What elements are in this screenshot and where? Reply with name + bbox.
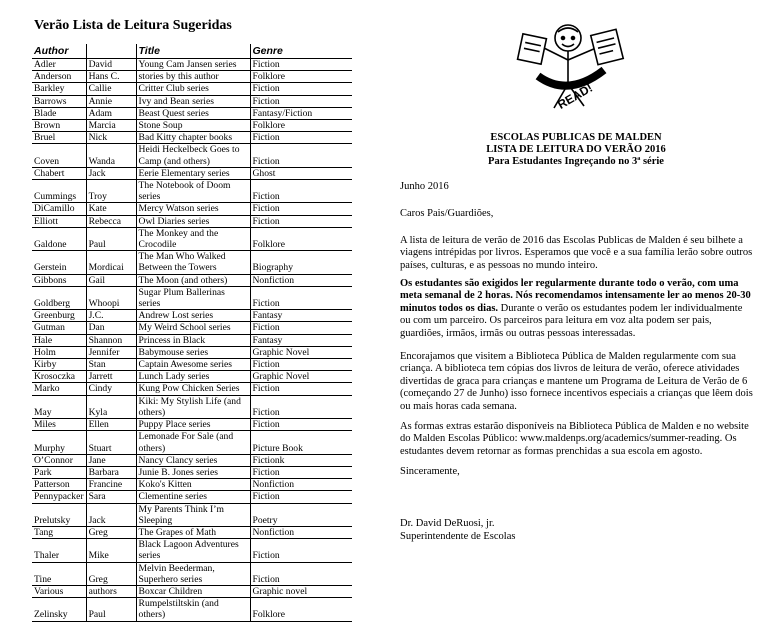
author-last-name: Goldberg: [32, 286, 86, 309]
genre: Nonfiction: [250, 526, 352, 538]
book-title: Lemonade For Sale (and others): [136, 431, 250, 454]
genre: Ghost: [250, 167, 352, 179]
author-first-name: Kate: [86, 203, 136, 215]
heading-line-3: Para Estudantes Ingreçando no 3ª série: [488, 156, 664, 167]
author-first-name: Sara: [86, 491, 136, 503]
table-row: [32, 479, 352, 491]
author-first-name: Jane: [86, 454, 136, 466]
table-row: [32, 346, 352, 358]
letter-paragraph-4: As formas extras estarão disponíveis na Biblioteca Pública de Malden e no website do Malden Escolas Público: www.maldenps.org/academics/summer-reading. Os estudantes devem retornar as formas prenchidas a sua escola em agosto.: [400, 421, 749, 457]
book-title: Melvin Beederman, Superhero series: [136, 562, 250, 585]
book-title: Koko's Kitten: [136, 479, 250, 491]
author-last-name: Park: [32, 466, 86, 478]
book-title: Captain Awesome series: [136, 359, 250, 371]
author-first-name: authors: [86, 585, 136, 597]
table-row: [32, 371, 352, 383]
table-row: [32, 203, 352, 215]
author-first-name: Jack: [86, 503, 136, 526]
author-first-name: Jennifer: [86, 346, 136, 358]
table-row: [32, 431, 352, 454]
book-title: Eerie Elementary series: [136, 167, 250, 179]
genre: Fiction: [250, 419, 352, 431]
table-row: [32, 107, 352, 119]
letter-paragraph-3: Encorajamos que visitem a Biblioteca Pública de Malden regularmente com sua criança. A biblioteca tem cópias dos livros de leitura de verão, oferece atividades divertidas de graca para crianças e mantene um Programa de Leitura de Verão de 6 (começando 27 de Junho) isso fornece incentivos especiais a crianças que lêem dois ou mais horas cada semana.: [400, 351, 753, 412]
author-last-name: DiCamillo: [32, 203, 86, 215]
table-row: [32, 167, 352, 179]
author-last-name: Marko: [32, 383, 86, 395]
book-title: The Grapes of Math: [136, 526, 250, 538]
genre: Fiction: [250, 83, 352, 95]
genre: Graphic Novel: [250, 346, 352, 358]
author-last-name: Various: [32, 585, 86, 597]
table-row: [32, 503, 352, 526]
genre: Fantasy: [250, 334, 352, 346]
book-title: Heidi Heckelbeck Goes to Camp (and others): [136, 144, 250, 167]
table-row: [32, 322, 352, 334]
book-title: Lunch Lady series: [136, 371, 250, 383]
author-first-name: Dan: [86, 322, 136, 334]
book-title: The Monkey and the Crocodile: [136, 227, 250, 250]
genre: Poetry: [250, 503, 352, 526]
author-last-name: May: [32, 395, 86, 418]
table-row: [32, 562, 352, 585]
author-first-name: Mordicai: [86, 251, 136, 274]
genre: Fictionk: [250, 454, 352, 466]
book-title: Mercy Watson series: [136, 203, 250, 215]
author-first-name: Paul: [86, 598, 136, 621]
author-first-name: Callie: [86, 83, 136, 95]
table-row: [32, 286, 352, 309]
book-title: Owl Diaries series: [136, 215, 250, 227]
genre: Fiction: [250, 539, 352, 562]
author-first-name: Greg: [86, 562, 136, 585]
genre: Picture Book: [250, 431, 352, 454]
author-last-name: Adler: [32, 59, 86, 71]
author-last-name: Chabert: [32, 167, 86, 179]
reading-character-logo: [498, 18, 638, 116]
genre: Fiction: [250, 203, 352, 215]
table-row: [32, 95, 352, 107]
genre: Folklore: [250, 598, 352, 621]
author-first-name: Marcia: [86, 120, 136, 132]
book-title: stories by this author: [136, 71, 250, 83]
letter-greeting: Caros Pais/Guardiões,: [400, 208, 494, 219]
genre: Nonfiction: [250, 479, 352, 491]
genre: Fiction: [250, 286, 352, 309]
author-first-name: Greg: [86, 526, 136, 538]
author-first-name: Rebecca: [86, 215, 136, 227]
author-first-name: Kyla: [86, 395, 136, 418]
author-first-name: Francine: [86, 479, 136, 491]
table-row: [32, 120, 352, 132]
header-genre: Genre: [250, 44, 352, 59]
genre: Fiction: [250, 144, 352, 167]
book-title: The Moon (and others): [136, 274, 250, 286]
book-title: Critter Club series: [136, 83, 250, 95]
table-row: [32, 539, 352, 562]
author-last-name: Gibbons: [32, 274, 86, 286]
author-last-name: Blade: [32, 107, 86, 119]
table-row: [32, 359, 352, 371]
table-row: [32, 491, 352, 503]
genre: Graphic novel: [250, 585, 352, 597]
table-row: [32, 59, 352, 71]
book-title: Clementine series: [136, 491, 250, 503]
author-first-name: Barbara: [86, 466, 136, 478]
logo-text: READ!: [555, 80, 596, 112]
partner-text: Durante o verão os estudantes podem ler individualmente ou com um parceiro. Os parceiros para leitura em voz alta podem ser pais, guardiões, irmãos, irmãs ou outras pessoas interessadas.: [400, 302, 743, 339]
book-title: Nancy Clancy series: [136, 454, 250, 466]
genre: Biography: [250, 251, 352, 274]
page-title: Verão Lista de Leitura Sugeridas: [34, 18, 232, 33]
author-last-name: Murphy: [32, 431, 86, 454]
book-title: Black Lagoon Adventures series: [136, 539, 250, 562]
genre: Fiction: [250, 95, 352, 107]
table-row: [32, 83, 352, 95]
genre: Fiction: [250, 322, 352, 334]
table-row: [32, 383, 352, 395]
author-last-name: Prelutsky: [32, 503, 86, 526]
requirement-text: Os estudantes são exigidos ler regularmente durante todo o verão, com uma meta semanal de 2 horas. Nós recomendamos intensamente ler ao menos 20-30 minutos todos os dias.: [400, 278, 751, 314]
table-row: [32, 274, 352, 286]
author-last-name: Gerstein: [32, 251, 86, 274]
author-last-name: Barkley: [32, 83, 86, 95]
author-last-name: Pennypacker: [32, 491, 86, 503]
author-last-name: Gutman: [32, 322, 86, 334]
genre: Fiction: [250, 215, 352, 227]
letter-closing: Sinceramente,: [400, 466, 460, 477]
author-first-name: Hans C.: [86, 71, 136, 83]
table-row: [32, 585, 352, 597]
genre: Fiction: [250, 383, 352, 395]
genre: Fantasy/Fiction: [250, 107, 352, 119]
table-row: [32, 144, 352, 167]
author-first-name: Cindy: [86, 383, 136, 395]
author-first-name: Annie: [86, 95, 136, 107]
book-title: The Man Who Walked Between the Towers: [136, 251, 250, 274]
header-title: Title: [136, 44, 250, 59]
author-first-name: Nick: [86, 132, 136, 144]
author-last-name: Coven: [32, 144, 86, 167]
letter-paragraph-1: A lista de leitura de verão de 2016 das Escolas Publicas de Malden é seu bilhete a viagens intrépidas por livros. Esperamos que você e a sua família lerão sobre outros países, culturas, e as pessoas no mundo inteiro.: [400, 235, 753, 271]
letter-date: Junho 2016: [400, 181, 449, 192]
author-first-name: Troy: [86, 180, 136, 203]
letter-paragraph-2: [400, 278, 754, 340]
table-row: [32, 419, 352, 431]
author-last-name: Tine: [32, 562, 86, 585]
genre: Fiction: [250, 180, 352, 203]
table-row: [32, 395, 352, 418]
author-first-name: David: [86, 59, 136, 71]
book-title: Kung Pow Chicken Series: [136, 383, 250, 395]
author-last-name: Bruel: [32, 132, 86, 144]
book-title: The Notebook of Doom series: [136, 180, 250, 203]
book-title: Bad Kitty chapter books: [136, 132, 250, 144]
genre: Fiction: [250, 395, 352, 418]
header-first-name: [86, 44, 136, 59]
genre: Graphic Novel: [250, 371, 352, 383]
signer-title: Superintendente de Escolas: [400, 531, 516, 542]
letter-heading: [400, 132, 752, 168]
author-first-name: Stan: [86, 359, 136, 371]
author-first-name: Paul: [86, 227, 136, 250]
author-last-name: Elliott: [32, 215, 86, 227]
book-title: Ivy and Bean series: [136, 95, 250, 107]
author-first-name: J.C.: [86, 310, 136, 322]
author-last-name: Patterson: [32, 479, 86, 491]
book-title: My Weird School series: [136, 322, 250, 334]
book-title: Junie B. Jones series: [136, 466, 250, 478]
author-last-name: O’Connor: [32, 454, 86, 466]
genre: Folklore: [250, 120, 352, 132]
table-row: [32, 454, 352, 466]
author-last-name: Cummings: [32, 180, 86, 203]
book-title: Boxcar Children: [136, 585, 250, 597]
book-title: Andrew Lost series: [136, 310, 250, 322]
table-row: [32, 466, 352, 478]
author-first-name: Stuart: [86, 431, 136, 454]
book-title: Beast Quest series: [136, 107, 250, 119]
table-header-row: [32, 44, 352, 59]
heading-line-1: ESCOLAS PUBLICAS DE MALDEN: [490, 132, 662, 143]
author-first-name: Jarrett: [86, 371, 136, 383]
author-first-name: Adam: [86, 107, 136, 119]
heading-line-2: LISTA DE LEITURA DO VERÃO 2016: [486, 144, 666, 155]
author-last-name: Greenburg: [32, 310, 86, 322]
book-title: Stone Soup: [136, 120, 250, 132]
book-title: Rumpelstiltskin (and others): [136, 598, 250, 621]
genre: Nonfiction: [250, 274, 352, 286]
book-title: Puppy Place series: [136, 419, 250, 431]
author-last-name: Holm: [32, 346, 86, 358]
book-title: Princess in Black: [136, 334, 250, 346]
genre: Folklore: [250, 227, 352, 250]
genre: Fiction: [250, 359, 352, 371]
author-last-name: Galdone: [32, 227, 86, 250]
signer-name: Dr. David DeRuosi, jr.: [400, 518, 495, 529]
author-last-name: Anderson: [32, 71, 86, 83]
author-first-name: Gail: [86, 274, 136, 286]
table-row: [32, 71, 352, 83]
genre: Fiction: [250, 491, 352, 503]
author-last-name: Thaler: [32, 539, 86, 562]
table-row: [32, 334, 352, 346]
table-row: [32, 251, 352, 274]
table-row: [32, 180, 352, 203]
genre: Fiction: [250, 466, 352, 478]
genre: Folklore: [250, 71, 352, 83]
author-first-name: Mike: [86, 539, 136, 562]
book-title: Sugar Plum Ballerinas series: [136, 286, 250, 309]
genre: Fiction: [250, 59, 352, 71]
table-row: [32, 598, 352, 621]
genre: Fiction: [250, 562, 352, 585]
author-first-name: Whoopi: [86, 286, 136, 309]
author-last-name: Krosoczka: [32, 371, 86, 383]
book-title: Kiki: My Stylish Life (and others): [136, 395, 250, 418]
author-first-name: Jack: [86, 167, 136, 179]
book-title: Young Cam Jansen series: [136, 59, 250, 71]
table-row: [32, 526, 352, 538]
author-last-name: Brown: [32, 120, 86, 132]
author-last-name: Barrows: [32, 95, 86, 107]
genre: Fantasy: [250, 310, 352, 322]
table-row: [32, 215, 352, 227]
header-author: Author: [32, 44, 86, 59]
author-last-name: Tang: [32, 526, 86, 538]
book-title: Babymouse series: [136, 346, 250, 358]
reading-list-table: [32, 44, 352, 622]
author-last-name: Miles: [32, 419, 86, 431]
author-last-name: Kirby: [32, 359, 86, 371]
author-first-name: Shannon: [86, 334, 136, 346]
author-last-name: Hale: [32, 334, 86, 346]
author-first-name: Wanda: [86, 144, 136, 167]
author-first-name: Ellen: [86, 419, 136, 431]
table-row: [32, 132, 352, 144]
author-last-name: Zelinsky: [32, 598, 86, 621]
book-title: My Parents Think I’m Sleeping: [136, 503, 250, 526]
table-row: [32, 227, 352, 250]
table-row: [32, 310, 352, 322]
genre: Fiction: [250, 132, 352, 144]
